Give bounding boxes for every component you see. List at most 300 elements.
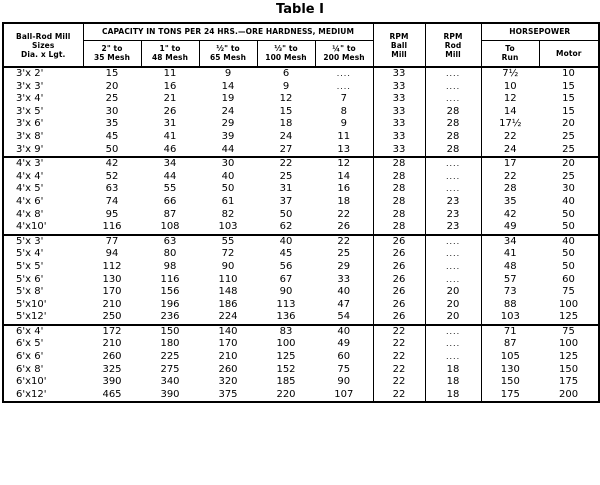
- cap-35-mesh-cell: 260: [102, 351, 122, 363]
- cap-35-mesh-cell: 63: [105, 183, 119, 195]
- cap-100-mesh-cell: 100: [276, 338, 296, 350]
- cap-100-mesh-cell: 83: [257, 325, 315, 339]
- mill-size-cell: 3'x 9': [16, 143, 44, 155]
- cap-200-mesh-cell: 40: [315, 325, 373, 339]
- mill-size-cell: 6'x12': [16, 388, 47, 400]
- mill-size-cell: 4'x10': [16, 221, 47, 233]
- cap-48-mesh-cell: 156: [160, 286, 180, 298]
- hp-run-cell: 28: [481, 183, 539, 196]
- hp-run-cell: 22: [481, 131, 539, 144]
- mill-size-cell: 5'x 5': [16, 260, 44, 272]
- cap-65-mesh-cell: 260: [218, 363, 238, 375]
- cap-65-mesh-cell: 140: [199, 325, 257, 339]
- rpm-rod-cell: ....: [425, 171, 481, 184]
- hp-run-cell: 35: [481, 196, 539, 209]
- rpm-rod-cell: 20: [425, 299, 481, 312]
- cap-65-mesh-cell: 375: [218, 388, 238, 400]
- cap-100-mesh-cell: 31: [279, 183, 293, 195]
- rpm-ball-cell: 26: [373, 261, 425, 274]
- hp-run-cell: 34: [481, 235, 539, 249]
- table-row: [3, 261, 599, 274]
- cap-35-mesh-cell: 15: [105, 68, 119, 79]
- mill-size-cell: 3'x 8': [16, 130, 44, 142]
- cap-48-mesh-cell: 44: [163, 170, 177, 182]
- cap-100-mesh-cell: 24: [279, 130, 293, 142]
- table-row: [3, 351, 599, 364]
- rpm-rod-cell: ....: [425, 183, 481, 196]
- mill-capacity-table: [2, 22, 600, 403]
- rpm-rod-cell: ....: [425, 325, 481, 339]
- mill-size-cell: 5'x 6': [16, 273, 44, 285]
- hp-run-cell: 73: [481, 286, 539, 299]
- table-row: [3, 131, 599, 144]
- mill-size-cell: 6'x 8': [16, 363, 44, 375]
- hp-motor-cell: 15: [562, 80, 575, 92]
- hp-motor-cell: 75: [562, 286, 575, 298]
- table-row: [3, 171, 599, 184]
- cap-100-mesh-cell: 90: [279, 286, 293, 298]
- hp-run-header: To Run: [481, 40, 539, 67]
- cap-100-mesh-cell: 37: [279, 195, 293, 207]
- mill-size-cell: 5'x 4': [16, 248, 44, 260]
- table-row: [3, 209, 599, 222]
- rpm-ball-cell: 33: [373, 144, 425, 158]
- cap-200-mesh-cell: 22: [337, 208, 351, 220]
- cap-100-mesh-cell: 27: [279, 143, 293, 155]
- cap-48-mesh-cell: 225: [160, 351, 180, 363]
- hp-motor-cell: 25: [562, 143, 575, 155]
- cap-48-mesh-cell: 196: [160, 298, 180, 310]
- rpm-rod-cell: ....: [425, 261, 481, 274]
- rpm-ball-cell: 28: [373, 157, 425, 171]
- hp-run-cell: 175: [481, 389, 539, 403]
- table-row: [3, 81, 599, 94]
- mill-size-cell: 6'x 5': [16, 338, 44, 350]
- rpm-rod-cell: 18: [425, 376, 481, 389]
- rpm-rod-cell: ....: [425, 338, 481, 351]
- cap-100-mesh-cell: 45: [279, 248, 293, 260]
- cap-65-mesh-cell: 14: [221, 80, 235, 92]
- rpm-ball-cell: 26: [373, 299, 425, 312]
- mill-size-cell: 6'x 4': [3, 325, 83, 339]
- cap-35-mesh-cell: 390: [102, 376, 122, 388]
- rpm-rod-cell: ....: [425, 274, 481, 287]
- rpm-ball-cell: 33: [373, 67, 425, 81]
- cap-35-mesh-cell: 210: [102, 338, 122, 350]
- cap-48-mesh-cell: 108: [160, 221, 180, 233]
- rpm-ball-cell: 22: [373, 325, 425, 339]
- mill-size-cell: 5'x12': [16, 311, 47, 323]
- cap-48-mesh-cell: 26: [163, 105, 177, 117]
- cap-35-mesh-cell: 172: [83, 325, 141, 339]
- cap-200-mesh-cell: 47: [337, 298, 351, 310]
- hp-motor-cell: 25: [562, 170, 575, 182]
- mill-size-cell: 6'x 6': [16, 351, 44, 363]
- mill-size-cell: 6'x10': [16, 376, 47, 388]
- hp-run-cell: 22: [481, 171, 539, 184]
- mesh-header: ½" to 65 Mesh: [199, 40, 257, 67]
- hp-motor-cell: 50: [562, 221, 575, 233]
- cap-200-mesh-cell: ....: [336, 69, 351, 78]
- hp-motor-cell: 50: [562, 208, 575, 220]
- cap-48-mesh-cell: 66: [163, 195, 177, 207]
- cap-100-mesh-cell: 18: [279, 118, 293, 130]
- cap-65-mesh-cell: 224: [218, 311, 238, 323]
- cap-35-mesh-cell: 116: [102, 221, 122, 233]
- cap-65-mesh-cell: 29: [221, 118, 235, 130]
- hp-run-cell: 14: [481, 106, 539, 119]
- table-row: [3, 299, 599, 312]
- cap-100-mesh-cell: 136: [276, 311, 296, 323]
- cap-65-mesh-cell: 170: [218, 338, 238, 350]
- cap-65-mesh-cell: 24: [221, 105, 235, 117]
- cap-200-mesh-cell: 11: [337, 130, 351, 142]
- table-row: [3, 338, 599, 351]
- hp-motor-cell: 100: [559, 298, 579, 310]
- cap-100-mesh-cell: 67: [279, 273, 293, 285]
- rpm-ball-cell: 22: [373, 338, 425, 351]
- cap-200-mesh-cell: 25: [337, 248, 351, 260]
- cap-48-mesh-cell: 390: [160, 388, 180, 400]
- hp-motor-cell: 20: [562, 118, 575, 130]
- cap-48-mesh-cell: 80: [163, 248, 177, 260]
- hp-run-cell: 48: [481, 261, 539, 274]
- cap-200-mesh-cell: 107: [334, 388, 354, 400]
- cap-200-mesh-cell: 54: [337, 311, 351, 323]
- hp-run-cell: 24: [481, 144, 539, 158]
- hp-motor-cell: 150: [559, 363, 579, 375]
- cap-65-mesh-cell: 61: [221, 195, 235, 207]
- mill-size-cell: 4'x 4': [16, 170, 44, 182]
- hp-run-cell: 49: [481, 221, 539, 235]
- hp-motor-cell: 75: [539, 325, 599, 339]
- table-row: [3, 235, 599, 249]
- rpm-ball-cell: 26: [373, 274, 425, 287]
- hp-run-cell: 130: [481, 364, 539, 377]
- size-column-header: Ball-Rod Mill Sizes Dia. x Lgt.: [3, 23, 83, 67]
- cap-100-mesh-cell: 12: [279, 93, 293, 105]
- rpm-ball-cell: 33: [373, 131, 425, 144]
- table-row: [3, 389, 599, 403]
- table-row: [3, 248, 599, 261]
- cap-65-mesh-cell: 82: [221, 208, 235, 220]
- cap-200-mesh-cell: ....: [336, 81, 351, 91]
- cap-48-mesh-cell: 46: [163, 143, 177, 155]
- hp-motor-cell: 175: [559, 376, 579, 388]
- mesh-header: 2" to 35 Mesh: [83, 40, 141, 67]
- table-row: [3, 196, 599, 209]
- cap-100-mesh-cell: 6: [282, 68, 290, 79]
- cap-100-mesh-cell: 62: [279, 221, 293, 233]
- hp-run-cell: 87: [481, 338, 539, 351]
- hp-motor-cell: 40: [562, 195, 575, 207]
- mill-size-cell: 3'x 6': [16, 118, 44, 130]
- rpm-rod-cell: 23: [425, 209, 481, 222]
- cap-35-mesh-cell: 95: [105, 208, 119, 220]
- cap-48-mesh-cell: 55: [163, 183, 177, 195]
- hp-run-cell: 57: [481, 274, 539, 287]
- table-row: [3, 157, 599, 171]
- cap-35-mesh-cell: 250: [102, 311, 122, 323]
- rpm-ball-cell: 33: [373, 106, 425, 119]
- rpm-rod-cell: 28: [425, 118, 481, 131]
- cap-65-mesh-cell: 110: [218, 273, 238, 285]
- cap-65-mesh-cell: 148: [218, 286, 238, 298]
- cap-200-mesh-cell: 18: [337, 195, 351, 207]
- mill-size-cell: 3'x 5': [16, 105, 44, 117]
- cap-200-mesh-cell: 13: [337, 143, 351, 155]
- rpm-rod-cell: 28: [425, 106, 481, 119]
- mill-size-cell: 5'x10': [16, 298, 47, 310]
- cap-200-mesh-cell: 40: [337, 286, 351, 298]
- cap-65-mesh-cell: 210: [218, 351, 238, 363]
- cap-100-mesh-cell: 125: [276, 351, 296, 363]
- table-row: [3, 106, 599, 119]
- rpm-rod-cell: 20: [425, 311, 481, 325]
- table-row: [3, 118, 599, 131]
- cap-48-mesh-cell: 150: [141, 325, 199, 339]
- cap-65-mesh-cell: 44: [221, 143, 235, 155]
- hp-motor-cell: 125: [559, 311, 579, 323]
- cap-48-mesh-cell: 180: [160, 338, 180, 350]
- table-row: [3, 325, 599, 339]
- mill-size-cell: 3'x 3': [16, 80, 44, 92]
- rpm-rod-cell: ....: [425, 157, 481, 171]
- cap-35-mesh-cell: 112: [102, 260, 122, 272]
- cap-65-mesh-cell: 55: [199, 235, 257, 249]
- cap-100-mesh-cell: 220: [276, 388, 296, 400]
- cap-48-mesh-cell: 236: [160, 311, 180, 323]
- hp-run-cell: 88: [481, 299, 539, 312]
- rpm-rod-cell: 23: [425, 221, 481, 235]
- hp-run-cell: 7½: [481, 67, 539, 81]
- hp-run-cell: 17: [481, 157, 539, 171]
- cap-48-mesh-cell: 98: [163, 260, 177, 272]
- cap-200-mesh-cell: 12: [315, 157, 373, 171]
- table-row: [3, 183, 599, 196]
- cap-48-mesh-cell: 87: [163, 208, 177, 220]
- cap-65-mesh-cell: 39: [221, 130, 235, 142]
- cap-65-mesh-cell: 50: [221, 183, 235, 195]
- rpm-rod-cell: 23: [425, 196, 481, 209]
- cap-35-mesh-cell: 94: [105, 248, 119, 260]
- rpm-rod-cell: 18: [425, 389, 481, 403]
- cap-35-mesh-cell: 130: [102, 273, 122, 285]
- cap-65-mesh-cell: 103: [218, 221, 238, 233]
- rpm-ball-cell: 22: [373, 364, 425, 377]
- mill-size-cell: 4'x 5': [16, 183, 44, 195]
- mill-size-cell: 4'x 8': [16, 208, 44, 220]
- cap-35-mesh-cell: 170: [102, 286, 122, 298]
- cap-200-mesh-cell: 9: [340, 118, 347, 130]
- cap-200-mesh-cell: 14: [337, 170, 351, 182]
- rpm-rod-header: RPM Rod Mill: [425, 23, 481, 67]
- cap-65-mesh-cell: 320: [218, 376, 238, 388]
- hp-run-cell: 41: [481, 248, 539, 261]
- cap-35-mesh-cell: 465: [102, 388, 122, 400]
- rpm-rod-cell: 28: [425, 131, 481, 144]
- mill-size-cell: 3'x 4': [16, 93, 44, 105]
- cap-100-mesh-cell: 40: [257, 235, 315, 249]
- hp-motor-cell: 30: [562, 183, 575, 195]
- hp-run-cell: 103: [481, 311, 539, 325]
- table-row: [3, 93, 599, 106]
- hp-motor-header: Motor: [539, 40, 599, 67]
- mill-size-cell: 5'x 3': [3, 235, 83, 249]
- cap-35-mesh-cell: 35: [105, 118, 119, 130]
- cap-48-mesh-cell: 11: [163, 68, 177, 79]
- rpm-ball-cell: 28: [373, 221, 425, 235]
- hp-run-cell: 71: [481, 325, 539, 339]
- hp-motor-cell: 20: [539, 157, 599, 171]
- mill-size-cell: 3'x 2': [16, 68, 44, 79]
- hp-run-cell: 105: [481, 351, 539, 364]
- cap-35-mesh-cell: 25: [105, 93, 119, 105]
- table-row: [3, 311, 599, 325]
- hp-run-cell: 12: [481, 93, 539, 106]
- rpm-ball-cell: 22: [373, 376, 425, 389]
- rpm-ball-cell: 28: [373, 171, 425, 184]
- rpm-ball-cell: 26: [373, 235, 425, 249]
- table-title: Table I: [276, 2, 324, 17]
- hp-motor-cell: 60: [562, 273, 575, 285]
- cap-200-mesh-cell: 90: [337, 376, 351, 388]
- table-body: [3, 67, 599, 402]
- rpm-rod-cell: ....: [425, 67, 481, 81]
- table-row: [3, 221, 599, 235]
- table-row: [3, 376, 599, 389]
- cap-65-mesh-cell: 186: [218, 298, 238, 310]
- cap-35-mesh-cell: 52: [105, 170, 119, 182]
- rpm-ball-cell: 22: [373, 351, 425, 364]
- hp-motor-cell: 40: [539, 235, 599, 249]
- rpm-ball-cell: 28: [373, 209, 425, 222]
- mill-size-cell: 4'x 3': [3, 157, 83, 171]
- cap-48-mesh-cell: 116: [160, 273, 180, 285]
- cap-35-mesh-cell: 77: [83, 235, 141, 249]
- cap-200-mesh-cell: 8: [340, 105, 347, 117]
- hp-motor-cell: 15: [562, 105, 575, 117]
- rpm-ball-cell: 33: [373, 118, 425, 131]
- cap-100-mesh-cell: 50: [279, 208, 293, 220]
- cap-200-mesh-cell: 75: [337, 363, 351, 375]
- cap-35-mesh-cell: 30: [105, 105, 119, 117]
- rpm-ball-cell: 22: [373, 389, 425, 403]
- cap-65-mesh-cell: 40: [221, 170, 235, 182]
- cap-100-mesh-cell: 152: [276, 363, 296, 375]
- cap-48-mesh-cell: 16: [163, 80, 177, 92]
- cap-35-mesh-cell: 210: [102, 298, 122, 310]
- rpm-ball-cell: 33: [373, 81, 425, 94]
- cap-100-mesh-cell: 15: [279, 105, 293, 117]
- mill-size-cell: 5'x 8': [16, 286, 44, 298]
- cap-35-mesh-cell: 74: [105, 195, 119, 207]
- rpm-rod-cell: 18: [425, 364, 481, 377]
- cap-48-mesh-cell: 275: [160, 363, 180, 375]
- cap-200-mesh-cell: 26: [337, 221, 351, 233]
- hp-run-cell: 17½: [481, 118, 539, 131]
- mesh-header: ⅓" to 100 Mesh: [257, 40, 315, 67]
- cap-35-mesh-cell: 50: [105, 143, 119, 155]
- hp-run-cell: 150: [481, 376, 539, 389]
- cap-100-mesh-cell: 22: [257, 157, 315, 171]
- hp-motor-cell: 125: [559, 351, 579, 363]
- cap-200-mesh-cell: 22: [315, 235, 373, 249]
- cap-200-mesh-cell: 49: [337, 338, 351, 350]
- cap-200-mesh-cell: 60: [337, 351, 351, 363]
- cap-65-mesh-cell: 30: [199, 157, 257, 171]
- rpm-ball-cell: 26: [373, 286, 425, 299]
- cap-65-mesh-cell: 9: [224, 68, 232, 79]
- hp-motor-cell: 25: [562, 130, 575, 142]
- rpm-rod-cell: ....: [425, 235, 481, 249]
- cap-200-mesh-cell: 16: [337, 183, 351, 195]
- cap-100-mesh-cell: 25: [279, 170, 293, 182]
- mesh-header: ¼" to 200 Mesh: [315, 40, 373, 67]
- cap-48-mesh-cell: 21: [163, 93, 177, 105]
- hp-motor-cell: 50: [562, 248, 575, 260]
- hp-motor-cell: 10: [562, 68, 575, 79]
- cap-48-mesh-cell: 63: [141, 235, 199, 249]
- cap-200-mesh-cell: 7: [340, 93, 347, 105]
- mesh-header: 1" to 48 Mesh: [141, 40, 199, 67]
- cap-48-mesh-cell: 31: [163, 118, 177, 130]
- rpm-rod-cell: ....: [425, 351, 481, 364]
- cap-200-mesh-cell: 33: [337, 273, 351, 285]
- cap-100-mesh-cell: 9: [282, 80, 290, 92]
- cap-35-mesh-cell: 325: [102, 363, 122, 375]
- cap-48-mesh-cell: 340: [160, 376, 180, 388]
- hp-run-cell: 10: [481, 81, 539, 94]
- hp-motor-cell: 200: [559, 388, 579, 400]
- cap-200-mesh-cell: 29: [337, 260, 351, 272]
- rpm-rod-cell: 28: [425, 144, 481, 158]
- cap-65-mesh-cell: 72: [221, 248, 235, 260]
- table-row: [3, 67, 599, 81]
- rpm-ball-cell: 28: [373, 183, 425, 196]
- cap-100-mesh-cell: 185: [276, 376, 296, 388]
- cap-35-mesh-cell: 20: [105, 80, 119, 92]
- rpm-ball-cell: 26: [373, 311, 425, 325]
- cap-48-mesh-cell: 34: [141, 157, 199, 171]
- table-row: [3, 144, 599, 158]
- cap-35-mesh-cell: 42: [83, 157, 141, 171]
- rpm-rod-cell: 20: [425, 286, 481, 299]
- rpm-rod-cell: ....: [425, 93, 481, 106]
- hp-motor-cell: 50: [562, 260, 575, 272]
- rpm-ball-cell: 28: [373, 196, 425, 209]
- cap-100-mesh-cell: 113: [276, 298, 296, 310]
- hp-run-cell: 42: [481, 209, 539, 222]
- table-row: [3, 364, 599, 377]
- rpm-rod-cell: ....: [425, 81, 481, 94]
- rpm-ball-cell: 33: [373, 93, 425, 106]
- cap-35-mesh-cell: 45: [105, 130, 119, 142]
- cap-65-mesh-cell: 90: [221, 260, 235, 272]
- capacity-header: CAPACITY IN TONS PER 24 HRS.—ORE HARDNESS, MEDIUM: [83, 23, 373, 40]
- cap-100-mesh-cell: 56: [279, 260, 293, 272]
- cap-48-mesh-cell: 41: [163, 130, 177, 142]
- horsepower-header: HORSEPOWER: [481, 23, 599, 40]
- rpm-ball-header: RPM Ball Mill: [373, 23, 425, 67]
- table-row: [3, 274, 599, 287]
- hp-motor-cell: 100: [559, 338, 579, 350]
- mill-size-cell: 4'x 6': [16, 195, 44, 207]
- table-row: [3, 286, 599, 299]
- cap-65-mesh-cell: 19: [221, 93, 235, 105]
- rpm-ball-cell: 26: [373, 248, 425, 261]
- rpm-rod-cell: ....: [425, 248, 481, 261]
